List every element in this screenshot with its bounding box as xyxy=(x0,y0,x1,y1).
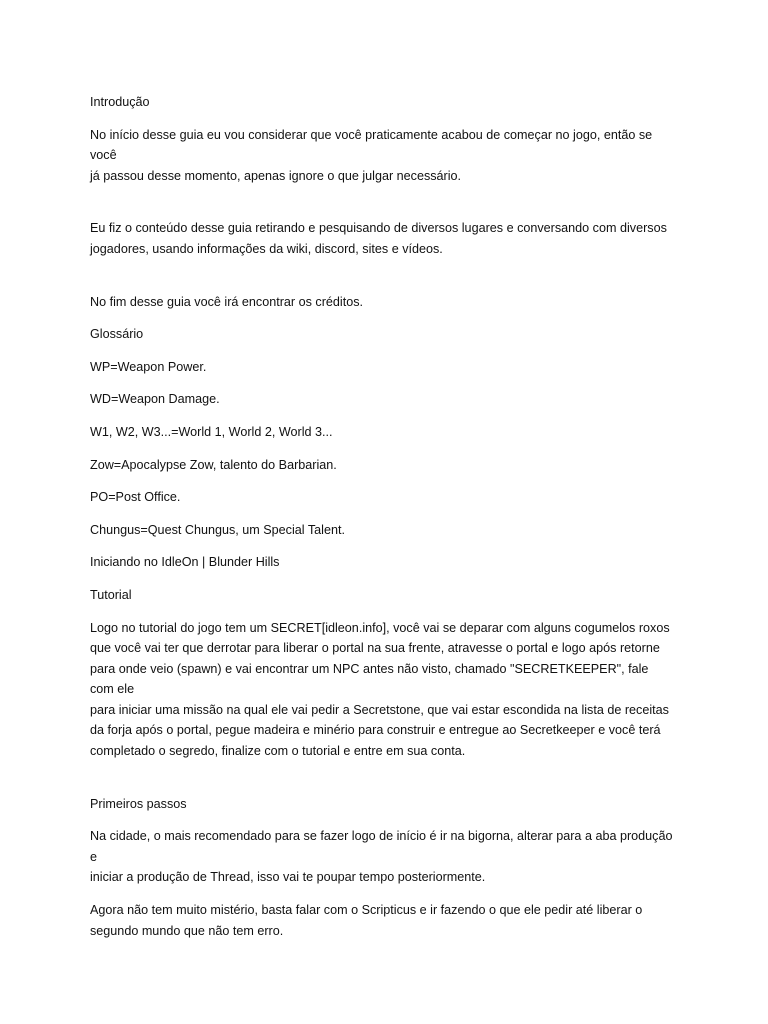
glossary-heading: Glossário xyxy=(90,327,144,342)
tutorial-heading: Tutorial xyxy=(90,587,132,602)
glossary-entry-zow: Zow=Apocalypse Zow, talento do Barbarian. xyxy=(90,457,337,472)
intro-heading: Introdução xyxy=(90,95,150,109)
intro-paragraph-2: Eu fiz o conteúdo desse guia retirando e pesquisando de diversos lugares e conversando com diversos jogadores, usando informações da wiki, discord, sites e vídeos. xyxy=(90,221,667,256)
document-body xyxy=(90,92,675,941)
intro-paragraph-3: No fim desse guia você irá encontrar os créditos. xyxy=(90,294,363,309)
first-steps-paragraph-2: Agora não tem muito mistério, basta falar com o Scripticus e ir fazendo o que ele pedir até liberar o segundo mundo que não tem erro. xyxy=(90,903,643,938)
glossary-entry-wp: WP=Weapon Power. xyxy=(90,359,207,374)
glossary-entry-chungus: Chungus=Quest Chungus, um Special Talent. xyxy=(90,522,345,537)
tutorial-paragraph: Logo no tutorial do jogo tem um SECRET[idleon.info], você vai se deparar com alguns cogumelos roxos que você vai ter que derrotar para liberar o portal na sua frente, atravesse o portal e logo após retorne para onde veio (spawn) e vai encontrar um NPC antes não visto, chamado "SECRETKEEPER", fale com ele para iniciar uma missão na qual ele vai pedir a Secretstone, que vai estar escondida na lista de receitas da forja após o portal, pegue madeira e minério para construir e entregue ao Secretkeeper e você terá completado o segredo, finalize com o tutorial e entre em sua conta. xyxy=(90,620,670,759)
first-steps-heading: Primeiros passos xyxy=(90,796,187,811)
intro-paragraph-1: No início desse guia eu vou considerar que você praticamente acabou de começar no jogo, então se você já passou desse momento, apenas ignore o que julgar necessário. xyxy=(90,127,653,183)
first-steps-paragraph-1: Na cidade, o mais recomendado para se fazer logo de início é ir na bigorna, alterar para a aba produção e iniciar a produção de Thread, isso vai te poupar tempo posteriormente. xyxy=(90,829,673,885)
glossary-entry-wd: WD=Weapon Damage. xyxy=(90,392,220,407)
glossary-entry-worlds: W1, W2, W3...=World 1, World 2, World 3... xyxy=(90,424,333,439)
section-heading: Iniciando no IdleOn | Blunder Hills xyxy=(90,555,280,570)
glossary-entry-po: PO=Post Office. xyxy=(90,490,181,505)
